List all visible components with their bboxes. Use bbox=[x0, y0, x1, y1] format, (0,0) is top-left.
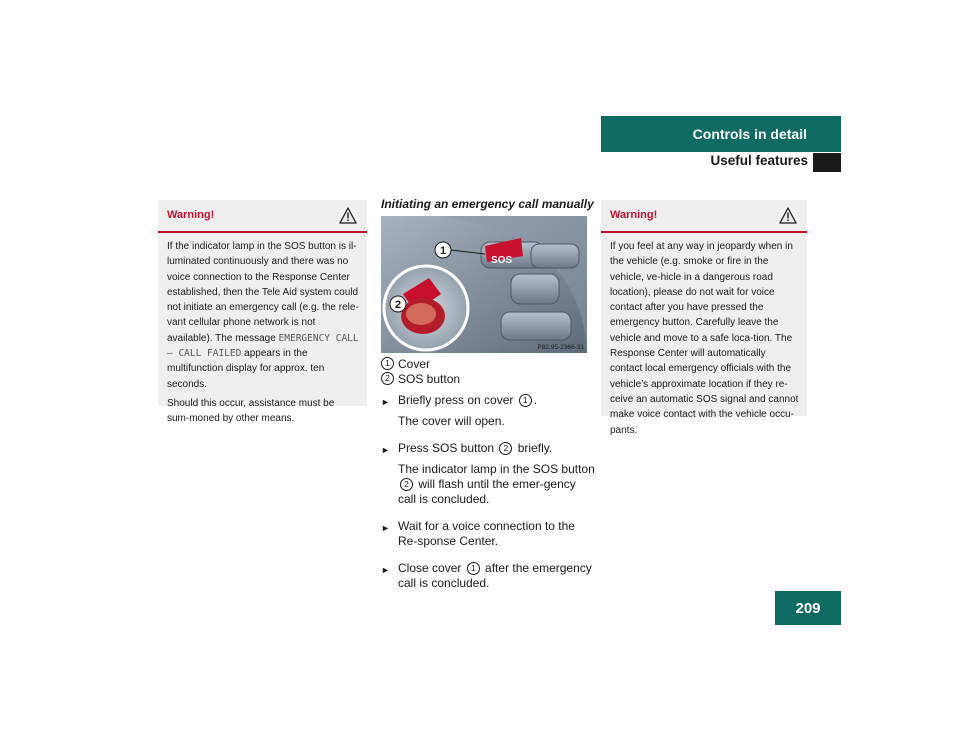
step-text: Press SOS button bbox=[398, 441, 495, 455]
warning-paragraph: Should this occur, assistance must be sum-moned by other means. bbox=[167, 397, 335, 425]
step-1 bbox=[381, 393, 596, 435]
step-instruction: Wait for a voice connection to the Re-sponse Center. bbox=[398, 519, 575, 548]
warning-text: If the indicator lamp in the SOS button is il-luminated continuously and there was no voice connection to the Response Center established, then the Tele Aid system could not initiate an emergency call (e.g. the rele-vant cellular phone network is not available). The message bbox=[167, 241, 359, 344]
step-arrow-icon: ► bbox=[381, 565, 390, 575]
callout-number: 1 bbox=[381, 357, 394, 370]
step-arrow-icon: ► bbox=[381, 445, 390, 455]
warning-title: Warning! bbox=[610, 208, 658, 221]
warning-text: appears in the multifunction display for approx. ten seconds. bbox=[167, 348, 325, 390]
step-arrow-icon: ► bbox=[381, 523, 390, 533]
subheader-marker bbox=[813, 153, 841, 172]
step-4 bbox=[381, 561, 596, 597]
legend-item bbox=[381, 357, 596, 372]
warning-triangle-icon bbox=[339, 207, 357, 224]
callout-1: 1 bbox=[439, 245, 447, 257]
callout-number: 1 bbox=[467, 562, 480, 575]
step-instruction bbox=[398, 441, 596, 456]
warning-box-left bbox=[158, 200, 367, 425]
callout-2: 2 bbox=[394, 299, 402, 311]
warning-paragraph: If you feel at any way in jeopardy when in the vehicle (e.g. smoke or fire in the vehicle, ve-hicle in a dangerous road location), please do not wait for voice contact after you have pressed the emergency button. Carefully leave the vehicle and move to a safe loca-tion. The Response Center will automatically contact local emergency officials with the vehicle’s approximate location if they re-ceive an automatic SOS signal and cannot make voice contact with the vehicle occu-pants. bbox=[610, 241, 799, 436]
legend-label: SOS button bbox=[398, 372, 461, 386]
step-result bbox=[398, 462, 596, 507]
legend-item bbox=[381, 372, 596, 387]
warning-header bbox=[158, 200, 367, 233]
chapter-title: Controls in detail bbox=[692, 126, 807, 142]
step-text: will flash until the emer-gency call is concluded. bbox=[398, 477, 576, 506]
step-text: . bbox=[533, 393, 538, 407]
step-text: Briefly press on cover bbox=[398, 393, 514, 407]
sos-button-figure bbox=[381, 216, 587, 353]
warning-box-right bbox=[601, 200, 807, 436]
step-text: after the emergency call is concluded. bbox=[398, 561, 592, 590]
warning-header bbox=[601, 200, 807, 233]
section-heading: Initiating an emergency call manually bbox=[381, 197, 594, 211]
step-text: The indicator lamp in the SOS button bbox=[398, 462, 595, 476]
display-message: EMERGENCY CALL – CALL FAILED bbox=[167, 332, 359, 360]
instructions bbox=[381, 357, 596, 597]
callout-number: 2 bbox=[381, 372, 394, 385]
step-text: briefly. bbox=[514, 441, 553, 455]
step-text: Close cover bbox=[398, 561, 462, 575]
page-number: 209 bbox=[775, 591, 841, 625]
step-3 bbox=[381, 519, 596, 555]
callout-number: 2 bbox=[400, 478, 413, 491]
step-arrow-icon: ► bbox=[381, 397, 390, 407]
warning-body bbox=[601, 233, 807, 438]
sos-button-illustration bbox=[381, 216, 587, 353]
legend-label: Cover bbox=[398, 357, 431, 371]
step-2 bbox=[381, 441, 596, 513]
step-instruction bbox=[398, 561, 596, 591]
chapter-header bbox=[601, 116, 841, 152]
warning-title: Warning! bbox=[167, 208, 215, 221]
step-instruction bbox=[398, 393, 596, 408]
figure-code: P82.95-2366-31 bbox=[537, 344, 584, 351]
callout-number: 2 bbox=[499, 442, 512, 455]
callout-number: 1 bbox=[519, 394, 532, 407]
section-subtitle: Useful features bbox=[710, 153, 808, 168]
warning-triangle-icon bbox=[779, 207, 797, 224]
sos-label: SOS bbox=[491, 255, 513, 266]
warning-paragraph bbox=[167, 239, 359, 392]
step-result: The cover will open. bbox=[398, 414, 505, 428]
warning-body bbox=[158, 233, 367, 427]
